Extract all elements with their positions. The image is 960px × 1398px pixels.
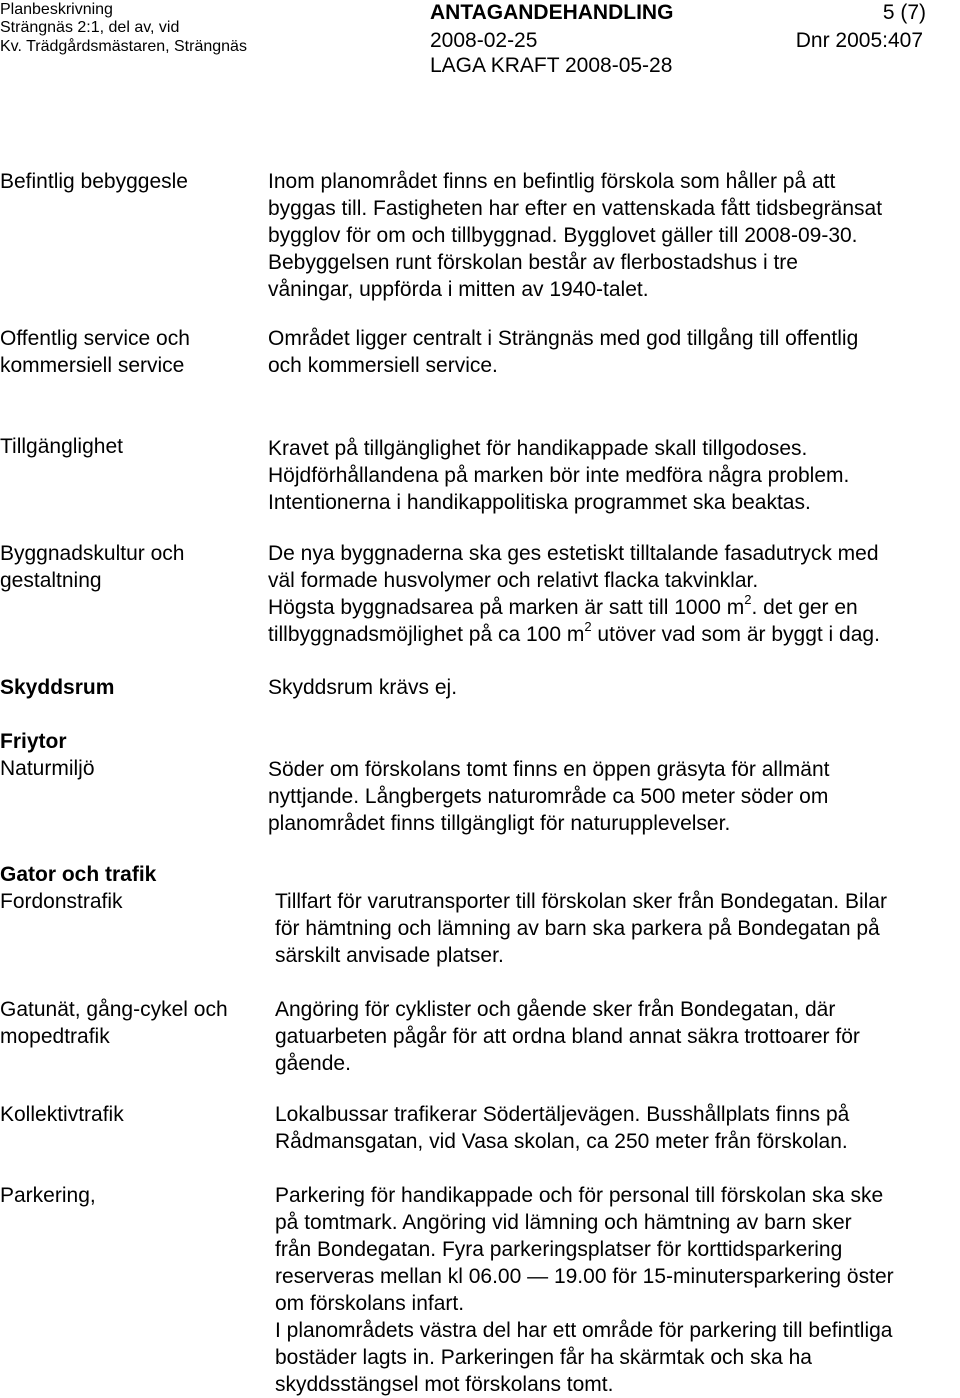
section-text-friytor: Söder om förskolans tomt finns en öppen gräsyta för allmänt nyttjande. Långbergets naturområde ca 500 meter söder om planområdet finns tillgängligt för naturupplevelser.: [268, 758, 830, 835]
section-text-byggnadskultur: De nya byggnaderna ska ges estetiskt tilltalande fasadutryck med väl formade husvolymer och relativt flacka takvinklar. Högsta byggnadsarea på marken är satt till 1000 $m^2$. det ger en tillbyggnadsmöjlighet på ca 100 $m^2$ utöver vad som är byggt i dag.: [268, 542, 880, 646]
doc-type: Planbeskrivning: [0, 1, 113, 18]
section-label-parkering: Parkering,: [0, 1184, 96, 1207]
section-text-parkering: Parkering för handikappade och för personal till förskolan ska ske på tomtmark. Angöring vid lämning och hämtning av barn sker från Bondegatan. Fyra parkeringsplatser för korttidsparkering reserveras mellan kl 06.00 — 19.00 för 15-minutersparkering öster om förskolans infart. I planområdets västra del har ett område för parkering till befintliga bostäder lagts in. Parkeringen får ha skärmtak och ska ha skyddsstängsel mot förskolans tomt.: [275, 1184, 894, 1396]
section-text-befintlig: Inom planområdet finns en befintlig förskola som håller på att byggas till. Fastigheten har efter en vattenskada fått tidsbegränsat bygglov för om och tillbyggnad. Bygglovet gäller till 2008-09-30. Bebyggelsen runt förskolan består av flerbostadshus i tre våningar, uppförda i mitten av 1940-talet.: [268, 170, 883, 301]
section-text-gatunat: Angöring för cyklister och gående sker från Bondegatan, där gatuarbeten pågår för att ordna bland annat säkra trottoarer för gående.: [275, 998, 860, 1075]
diary-number: Dnr 2005:407: [795, 29, 923, 52]
building-area-line: Högsta byggnadsarea på marken är satt till 1000 $m^2$. det ger en: [268, 592, 858, 619]
section-label-gatunat: Gatunät, gång-cykel och mopedtrafik: [0, 998, 228, 1048]
document-date: 2008-02-25: [430, 29, 538, 52]
section-label-kollektivtrafik: Kollektivtrafik: [0, 1103, 124, 1126]
section-label-service: Offentlig service och kommersiell service: [0, 327, 190, 377]
page-number: 5 (7): [882, 1, 926, 24]
section-text-tillganglighet: Kravet på tillgänglighet för handikappade skall tillgodoses. Höjdförhållandena på marken bör inte medföra några problem. Intentionerna i handikappolitiska programmet ska beaktas.: [268, 437, 850, 514]
section-text-gator: Tillfart för varutransporter till förskolan sker från Bondegatan. Bilar för hämtning och lämning av barn ska parkera på Bondegatan på särskilt anvisade platser.: [275, 890, 887, 967]
property-name: Strängnäs 2:1, del av, vid: [0, 19, 180, 36]
section-label-byggnadskultur: Byggnadskultur och gestaltning: [0, 542, 185, 592]
document-status: ANTAGANDEHANDLING: [430, 1, 674, 24]
section-label-friytor: Friytor Naturmiljö: [0, 730, 95, 780]
section-label-befintlig: Befintlig bebyggesle: [0, 170, 188, 193]
section-label-skyddsrum: Skyddsrum: [0, 676, 115, 699]
section-label-gator: Gator och trafik Fordonstrafik: [0, 863, 157, 913]
section-text-kollektivtrafik: Lokalbussar trafikerar Södertäljevägen. Busshållplats finns på Rådmansgatan, vid Vasa skolan, ca 250 meter från förskolan.: [275, 1103, 850, 1153]
block-name: Kv. Trädgårdsmästaren, Strängnäs: [0, 38, 247, 55]
laga-kraft-date: LAGA KRAFT 2008-05-28: [430, 54, 673, 77]
section-text-skyddsrum: Skyddsrum krävs ej.: [268, 676, 458, 699]
section-label-tillganglighet: Tillgänglighet: [0, 435, 123, 458]
section-text-service: Området ligger centralt i Strängnäs med god tillgång till offentlig och kommersiell service.: [268, 327, 859, 377]
extension-line: tillbyggnadsmöjlighet på ca 100 $m^2$ utöver vad som är byggt i dag.: [268, 619, 880, 646]
